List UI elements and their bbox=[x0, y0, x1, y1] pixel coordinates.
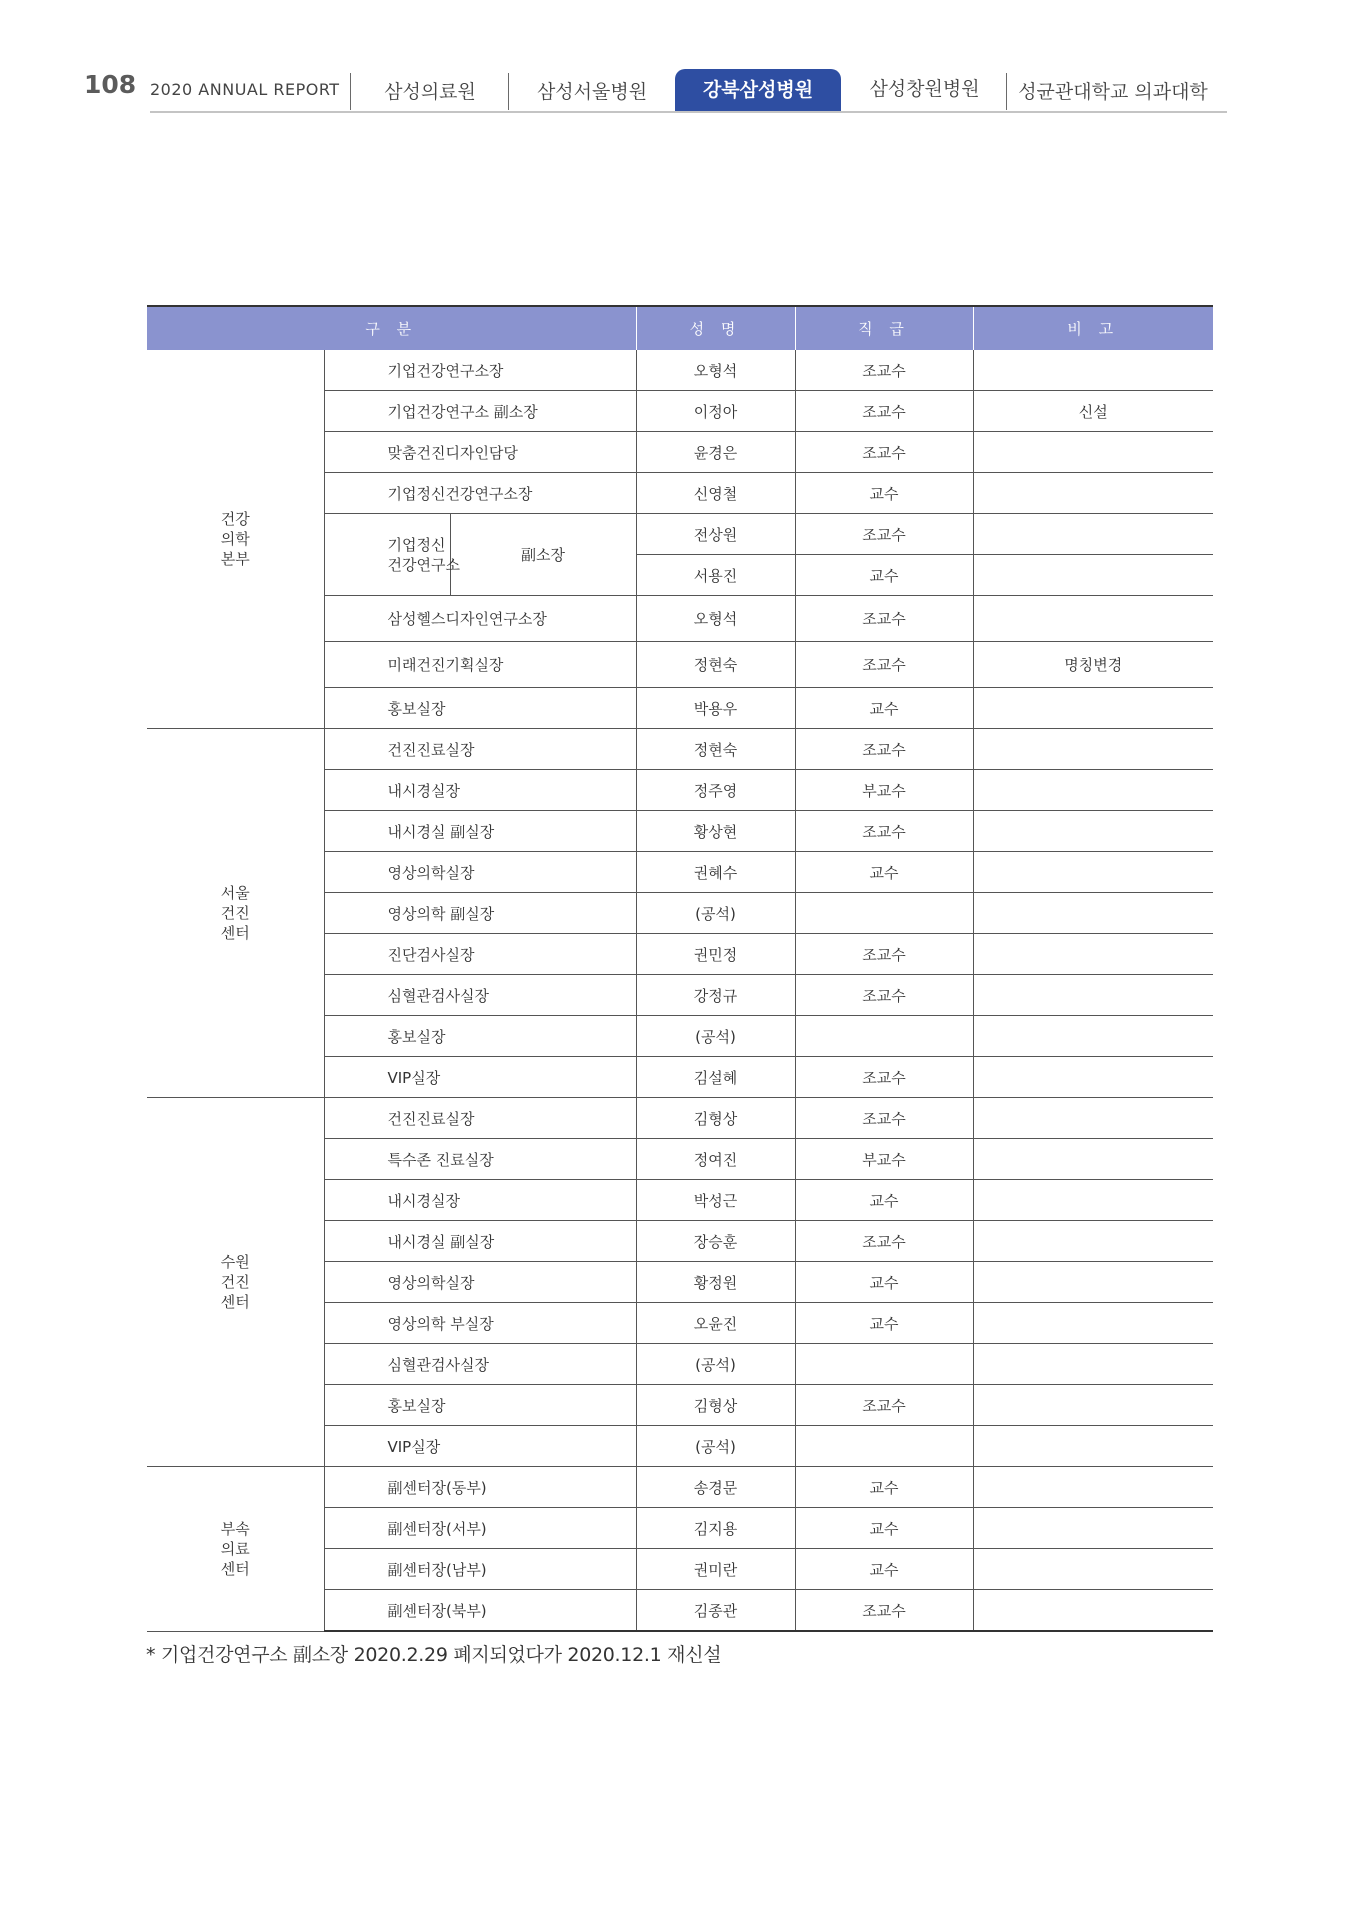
name-cell: 김설혜 bbox=[636, 1057, 795, 1098]
note-cell bbox=[973, 852, 1213, 893]
name-cell: 전상원 bbox=[636, 514, 795, 555]
division-cell: 내시경실 副실장 bbox=[324, 1221, 636, 1262]
division-cell: VIP실장 bbox=[324, 1426, 636, 1467]
note-cell bbox=[973, 432, 1213, 473]
tab-label: 강북삼성병원 bbox=[702, 79, 814, 101]
tab-label: 삼성창원병원 bbox=[869, 78, 980, 100]
sub-role-cell: 副소장 bbox=[450, 514, 636, 596]
division-cell: 건진진료실장 bbox=[324, 1098, 636, 1139]
note-cell bbox=[973, 934, 1213, 975]
rank-cell: 교수 bbox=[795, 688, 973, 729]
name-cell: 김종관 bbox=[636, 1590, 795, 1632]
note-cell bbox=[973, 1344, 1213, 1385]
division-cell: 특수존 진료실장 bbox=[324, 1139, 636, 1180]
name-cell: 정주영 bbox=[636, 770, 795, 811]
rank-cell: 조교수 bbox=[795, 934, 973, 975]
table-row bbox=[147, 729, 1213, 770]
division-cell: 홍보실장 bbox=[324, 1016, 636, 1057]
note-cell bbox=[973, 514, 1213, 555]
note-cell bbox=[973, 555, 1213, 596]
division-cell: 홍보실장 bbox=[324, 1385, 636, 1426]
division-cell: 副센터장(서부) bbox=[324, 1508, 636, 1549]
group-label: 건강 의학 본부 bbox=[147, 350, 324, 729]
division-cell: 副센터장(동부) bbox=[324, 1467, 636, 1508]
note-cell bbox=[973, 1467, 1213, 1508]
group-label: 서울 건진 센터 bbox=[147, 729, 324, 1098]
name-cell: 황상현 bbox=[636, 811, 795, 852]
division-cell: 심혈관검사실장 bbox=[324, 1344, 636, 1385]
tab-samsung-changwon-hospital[interactable] bbox=[843, 70, 1006, 111]
header-category: 구 분 bbox=[147, 306, 636, 350]
division-cell: 심혈관검사실장 bbox=[324, 975, 636, 1016]
name-cell: 정여진 bbox=[636, 1139, 795, 1180]
note-cell bbox=[973, 975, 1213, 1016]
division-cell: 미래건진기획실장 bbox=[324, 642, 636, 688]
division-cell: 건진진료실장 bbox=[324, 729, 636, 770]
division-cell: 진단검사실장 bbox=[324, 934, 636, 975]
name-cell: 황정원 bbox=[636, 1262, 795, 1303]
rank-cell: 조교수 bbox=[795, 811, 973, 852]
rank-cell: 교수 bbox=[795, 852, 973, 893]
rank-cell: 조교수 bbox=[795, 1590, 973, 1632]
note-cell bbox=[973, 688, 1213, 729]
division-cell: 영상의학 副실장 bbox=[324, 893, 636, 934]
tab-label: 삼성의료원 bbox=[384, 81, 476, 103]
note-cell bbox=[973, 1262, 1213, 1303]
division-cell: 내시경실장 bbox=[324, 1180, 636, 1221]
group-label: 부속 의료 센터 bbox=[147, 1467, 324, 1632]
rank-cell bbox=[795, 893, 973, 934]
division-cell: 맞춤건진디자인담당 bbox=[324, 432, 636, 473]
note-cell bbox=[973, 1508, 1213, 1549]
rank-cell: 교수 bbox=[795, 473, 973, 514]
name-cell: 서용진 bbox=[636, 555, 795, 596]
rank-cell: 교수 bbox=[795, 555, 973, 596]
rank-cell bbox=[795, 1016, 973, 1057]
header-rank: 직 급 bbox=[795, 306, 973, 350]
name-cell: 김형상 bbox=[636, 1098, 795, 1139]
note-cell bbox=[973, 729, 1213, 770]
page-number: 108 bbox=[84, 70, 137, 99]
name-cell: 강정규 bbox=[636, 975, 795, 1016]
name-cell: 오형석 bbox=[636, 350, 795, 391]
rank-cell: 교수 bbox=[795, 1467, 973, 1508]
name-cell: 김지용 bbox=[636, 1508, 795, 1549]
rank-cell: 교수 bbox=[795, 1508, 973, 1549]
name-cell: (공석) bbox=[636, 1426, 795, 1467]
header-note: 비 고 bbox=[973, 306, 1213, 350]
rank-cell: 교수 bbox=[795, 1180, 973, 1221]
name-cell: 윤경은 bbox=[636, 432, 795, 473]
division-cell: 기업정신 건강연구소 bbox=[324, 514, 450, 596]
rank-cell: 조교수 bbox=[795, 391, 973, 432]
note-cell bbox=[973, 1590, 1213, 1632]
rank-cell: 조교수 bbox=[795, 1057, 973, 1098]
rank-cell: 교수 bbox=[795, 1262, 973, 1303]
rank-cell: 조교수 bbox=[795, 596, 973, 642]
note-cell bbox=[973, 596, 1213, 642]
rank-cell bbox=[795, 1344, 973, 1385]
note-cell bbox=[973, 1057, 1213, 1098]
division-cell: 기업정신건강연구소장 bbox=[324, 473, 636, 514]
division-cell: 영상의학실장 bbox=[324, 1262, 636, 1303]
table-row bbox=[147, 1467, 1213, 1508]
division-cell: 내시경실 副실장 bbox=[324, 811, 636, 852]
division-cell: 내시경실장 bbox=[324, 770, 636, 811]
name-cell: (공석) bbox=[636, 893, 795, 934]
division-cell: 副센터장(북부) bbox=[324, 1590, 636, 1632]
name-cell: 장승훈 bbox=[636, 1221, 795, 1262]
group-label: 수원 건진 센터 bbox=[147, 1098, 324, 1467]
note-cell bbox=[973, 1180, 1213, 1221]
note-cell bbox=[973, 1098, 1213, 1139]
name-cell: 신영철 bbox=[636, 473, 795, 514]
note-cell bbox=[973, 811, 1213, 852]
name-cell: 박용우 bbox=[636, 688, 795, 729]
page-header bbox=[0, 0, 1357, 120]
division-cell: 홍보실장 bbox=[324, 688, 636, 729]
division-cell: 삼성헬스디자인연구소장 bbox=[324, 596, 636, 642]
note-cell bbox=[973, 770, 1213, 811]
footnote: * 기업건강연구소 副소장 2020.2.29 폐지되었다가 2020.12.1 재신설 bbox=[146, 1644, 722, 1666]
name-cell: 권미란 bbox=[636, 1549, 795, 1590]
staff-table bbox=[147, 305, 1213, 1632]
rank-cell: 조교수 bbox=[795, 1221, 973, 1262]
report-title: 2020 ANNUAL REPORT bbox=[150, 80, 340, 99]
division-cell: 副센터장(남부) bbox=[324, 1549, 636, 1590]
tab-skku-medicine[interactable] bbox=[1006, 73, 1219, 110]
rank-cell: 부교수 bbox=[795, 770, 973, 811]
name-cell: 오형석 bbox=[636, 596, 795, 642]
note-cell bbox=[973, 1303, 1213, 1344]
note-cell bbox=[973, 1426, 1213, 1467]
name-cell: 권혜수 bbox=[636, 852, 795, 893]
tab-samsung-seoul-hospital[interactable] bbox=[508, 73, 675, 110]
rank-cell: 조교수 bbox=[795, 642, 973, 688]
note-cell bbox=[973, 1385, 1213, 1426]
name-cell: 권민정 bbox=[636, 934, 795, 975]
name-cell: 정현숙 bbox=[636, 642, 795, 688]
header-name: 성 명 bbox=[636, 306, 795, 350]
note-cell: 신설 bbox=[973, 391, 1213, 432]
rank-cell: 조교수 bbox=[795, 350, 973, 391]
rank-cell: 조교수 bbox=[795, 432, 973, 473]
name-cell: 박성근 bbox=[636, 1180, 795, 1221]
tab-samsung-medical-center[interactable] bbox=[350, 73, 509, 110]
name-cell: 송경문 bbox=[636, 1467, 795, 1508]
table-row bbox=[147, 1098, 1213, 1139]
division-cell: 기업건강연구소 副소장 bbox=[324, 391, 636, 432]
name-cell: 김형상 bbox=[636, 1385, 795, 1426]
division-cell: 영상의학실장 bbox=[324, 852, 636, 893]
rank-cell: 부교수 bbox=[795, 1139, 973, 1180]
note-cell bbox=[973, 893, 1213, 934]
table-header-row bbox=[147, 306, 1213, 350]
note-cell: 명칭변경 bbox=[973, 642, 1213, 688]
header-divider bbox=[150, 111, 1227, 113]
tab-label: 삼성서울병원 bbox=[536, 81, 648, 103]
name-cell: 오윤진 bbox=[636, 1303, 795, 1344]
rank-cell: 조교수 bbox=[795, 514, 973, 555]
name-cell: (공석) bbox=[636, 1344, 795, 1385]
table-row bbox=[147, 350, 1213, 391]
rank-cell: 조교수 bbox=[795, 1098, 973, 1139]
tab-kangbuk-samsung-hospital[interactable] bbox=[675, 69, 841, 111]
rank-cell: 교수 bbox=[795, 1303, 973, 1344]
rank-cell bbox=[795, 1426, 973, 1467]
note-cell bbox=[973, 1139, 1213, 1180]
note-cell bbox=[973, 1549, 1213, 1590]
note-cell bbox=[973, 350, 1213, 391]
rank-cell: 조교수 bbox=[795, 1385, 973, 1426]
rank-cell: 조교수 bbox=[795, 729, 973, 770]
name-cell: (공석) bbox=[636, 1016, 795, 1057]
division-cell: VIP실장 bbox=[324, 1057, 636, 1098]
note-cell bbox=[973, 1221, 1213, 1262]
rank-cell: 교수 bbox=[795, 1549, 973, 1590]
division-cell: 영상의학 부실장 bbox=[324, 1303, 636, 1344]
tab-label: 성균관대학교 의과대학 bbox=[1018, 81, 1208, 103]
name-cell: 정현숙 bbox=[636, 729, 795, 770]
name-cell: 이정아 bbox=[636, 391, 795, 432]
division-cell: 기업건강연구소장 bbox=[324, 350, 636, 391]
note-cell bbox=[973, 1016, 1213, 1057]
rank-cell: 조교수 bbox=[795, 975, 973, 1016]
note-cell bbox=[973, 473, 1213, 514]
